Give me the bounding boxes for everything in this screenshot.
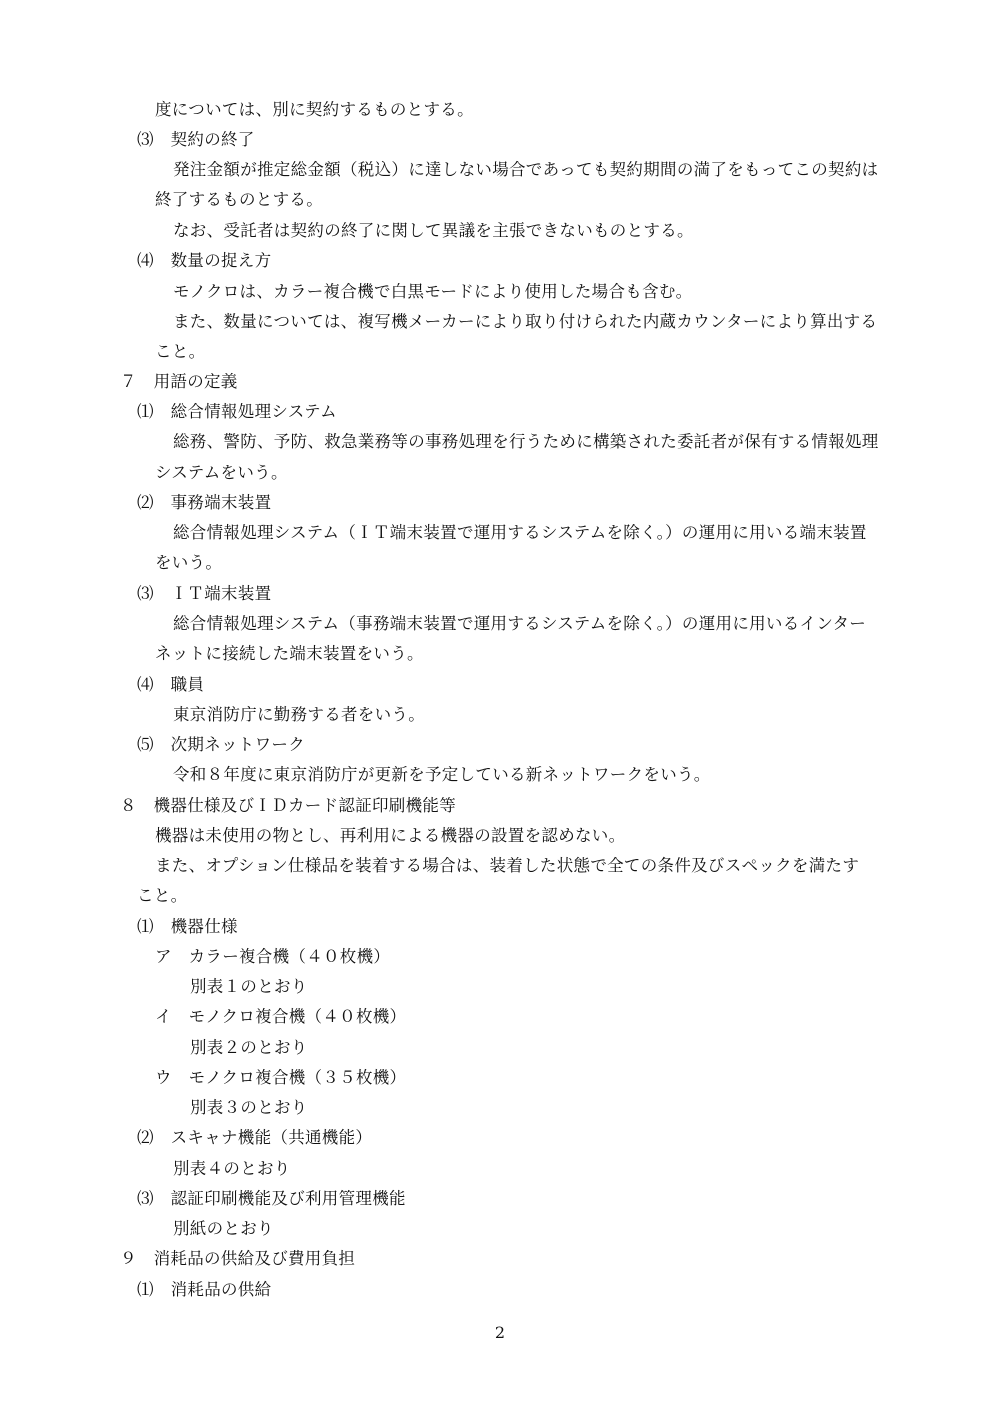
item-heading: イ モノクロ複合機（４０枚機） (155, 1007, 407, 1026)
subsection-heading: ⑷ 数量の捉え方 (137, 251, 272, 270)
subsection-heading: ⑵ 事務端末装置 (137, 493, 272, 512)
text-line: 発注金額が推定総金額（税込）に達しない場合であっても契約期間の満了をもってこの契約は (173, 160, 879, 179)
text-line: をいう。 (155, 553, 223, 572)
text-line: 別紙のとおり (173, 1219, 274, 1238)
text-line: なお、受託者は契約の終了に関して異議を主張できないものとする。 (173, 221, 694, 240)
subsection-heading: ⑴ 機器仕様 (137, 917, 238, 936)
text-line: 別表４のとおり (173, 1159, 291, 1178)
text-line: 別表２のとおり (190, 1038, 308, 1057)
section-heading: ９ 消耗品の供給及び費用負担 (120, 1249, 356, 1268)
page-number: 2 (494, 1323, 506, 1342)
subsection-heading: ⑷ 職員 (137, 675, 205, 694)
section-heading: ７ 用語の定義 (120, 372, 238, 391)
text-line: ネットに接続した端末装置をいう。 (155, 644, 424, 663)
subsection-heading: ⑸ 次期ネットワーク (137, 735, 305, 754)
item-heading: ア カラー複合機（４０枚機） (155, 947, 391, 966)
text-line: 終了するものとする。 (155, 190, 323, 209)
text-line: 東京消防庁に勤務する者をいう。 (173, 705, 425, 724)
text-line: 機器は未使用の物とし、再利用による機器の設置を認めない。 (155, 826, 626, 845)
text-line: こと。 (155, 342, 206, 361)
text-line: システムをいう。 (155, 463, 288, 482)
item-heading: ウ モノクロ複合機（３５枚機） (155, 1068, 407, 1087)
subsection-heading: ⑴ 消耗品の供給 (137, 1280, 272, 1299)
subsection-heading: ⑶ 認証印刷機能及び利用管理機能 (137, 1189, 406, 1208)
text-line: 度については、別に契約するものとする。 (155, 100, 474, 119)
subsection-heading: ⑶ ＩＴ端末装置 (137, 584, 272, 603)
section-heading: ８ 機器仕様及びＩＤカード認証印刷機能等 (120, 796, 456, 815)
text-line: また、数量については、複写機メーカーにより取り付けられた内蔵カウンターにより算出する (173, 312, 878, 331)
text-line: モノクロは、カラー複合機で白黒モードにより使用した場合も含む。 (173, 282, 693, 301)
text-line: 総合情報処理システム（事務端末装置で運用するシステムを除く。）の運用に用いるインター (173, 614, 867, 633)
subsection-heading: ⑴ 総合情報処理システム (137, 402, 337, 421)
text-line: 令和８年度に東京消防庁が更新を予定している新ネットワークをいう。 (173, 765, 711, 784)
text-line: 別表１のとおり (190, 977, 308, 996)
text-line: 総務、警防、予防、救急業務等の事務処理を行うために構築された委託者が保有する情報処理 (173, 432, 879, 451)
text-line: 総合情報処理システム（ＩＴ端末装置で運用するシステムを除く。）の運用に用いる端末装置 (173, 523, 867, 542)
subsection-heading: ⑶ 契約の終了 (137, 130, 255, 149)
text-line: 別表３のとおり (190, 1098, 308, 1117)
text-line: また、オプション仕様品を装着する場合は、装着した状態で全ての条件及びスペックを満たす (155, 856, 860, 875)
subsection-heading: ⑵ スキャナ機能（共通機能） (137, 1128, 373, 1147)
text-line: こと。 (137, 886, 188, 905)
